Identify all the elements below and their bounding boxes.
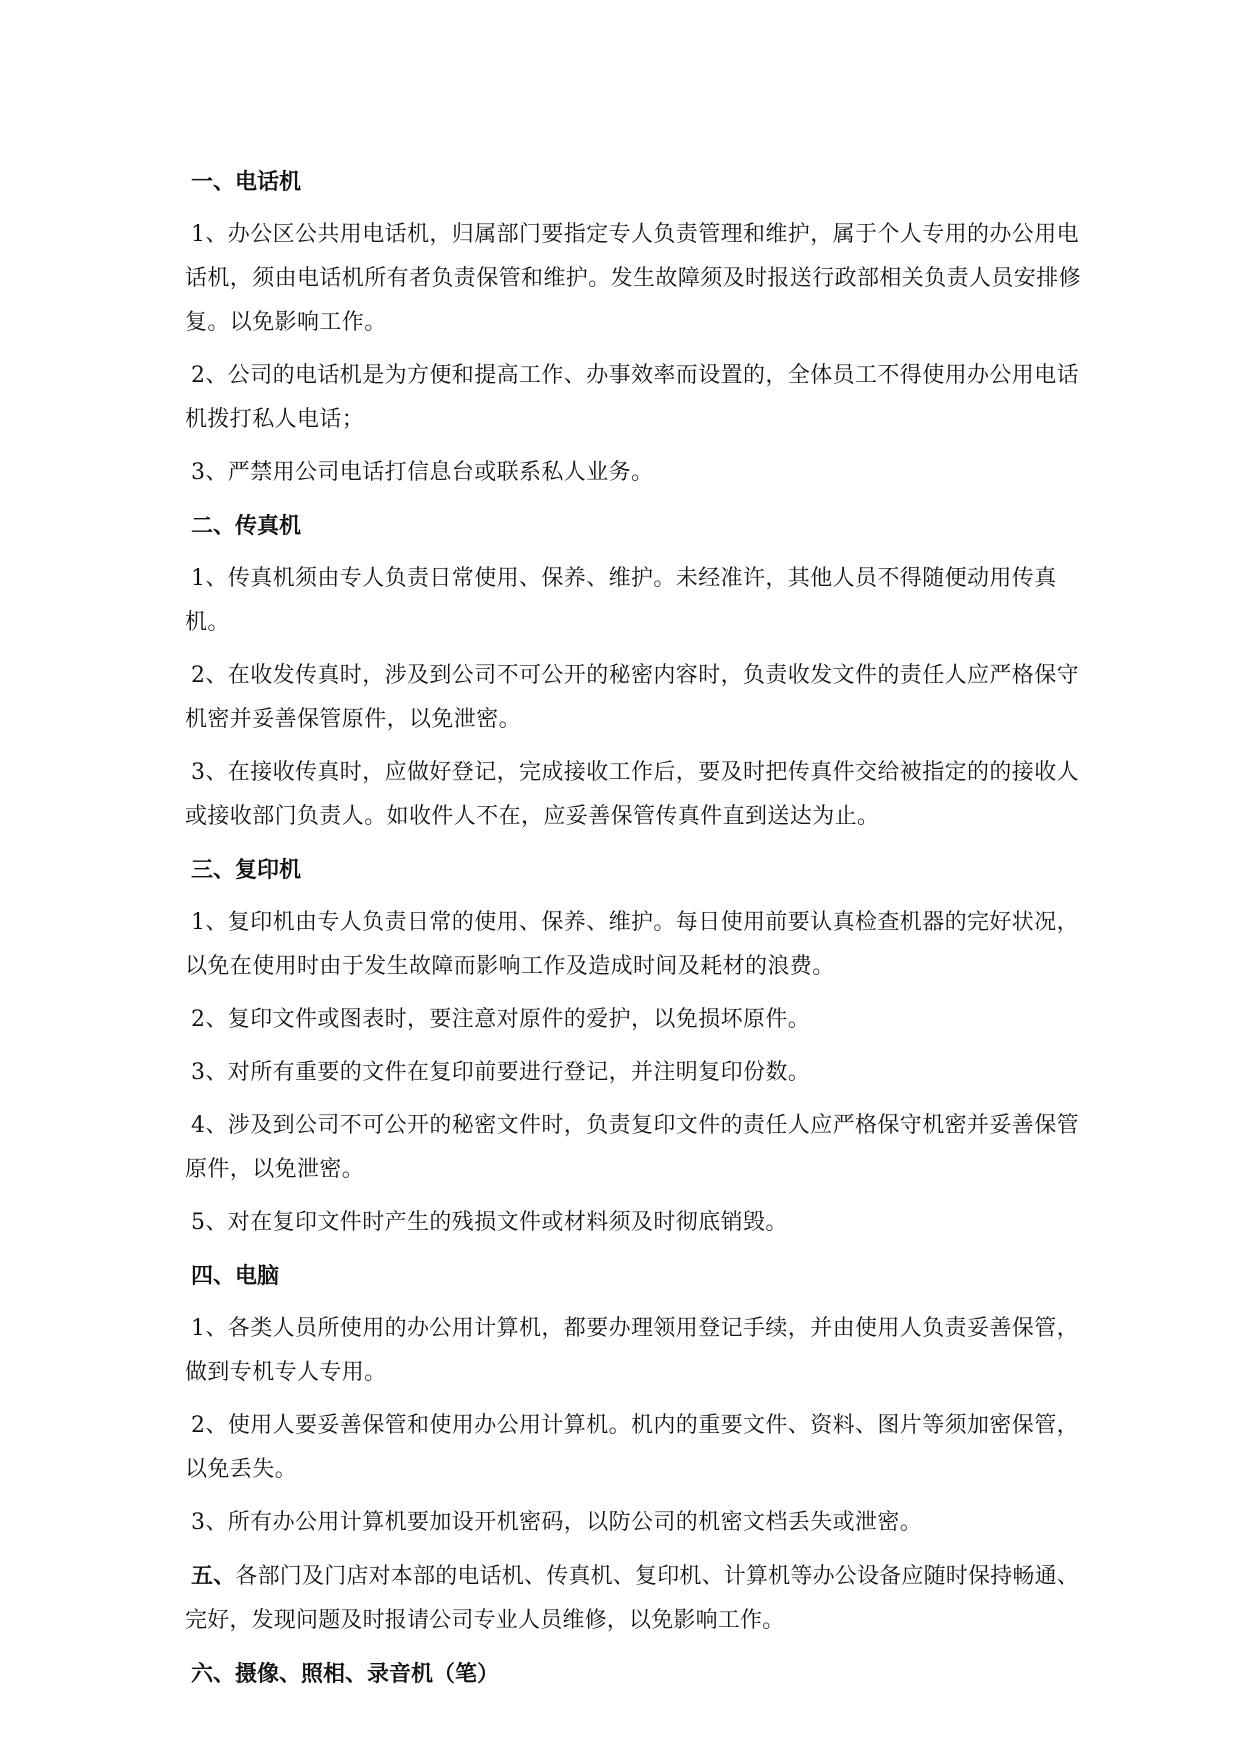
- paragraph-text: 各部门及门店对本部的电话机、传真机、复印机、计算机等办公设备应随时保持畅通、完好，发现问题及时报请公司专业人员维修，以免影响工作。: [185, 1564, 1080, 1633]
- section-computer: [185, 1254, 1099, 1545]
- paragraph: 2、在收发传真时，涉及到公司不可公开的秘密内容时，负责收发文件的责任人应严格保守机密并妥善保管原件，以免泄密。: [185, 663, 1079, 732]
- paragraph: 3、在接收传真时，应做好登记，完成接收工作后，要及时把传真件交给被指定的的接收人或接收部门负责人。如收件人不在，应妥善保管传真件直到送达为止。: [185, 760, 1079, 829]
- paragraph: 1、各类人员所使用的办公用计算机，都要办理领用登记手续，并由使用人负责妥善保管，做到专机专人专用。: [185, 1316, 1079, 1385]
- paragraph: 4、涉及到公司不可公开的秘密文件时，负责复印文件的责任人应严格保守机密并妥善保管原件，以免泄密。: [185, 1113, 1079, 1182]
- section-fax: [185, 504, 1099, 839]
- paragraph: 5、对在复印文件时产生的残损文件或材料须及时彻底销毁。: [191, 1210, 788, 1235]
- paragraph: 1、复印机由专人负责日常的使用、保养、维护。每日使用前要认真检查机器的完好状况，以免在使用时由于发生故障而影响工作及造成时间及耗材的浪费。: [185, 910, 1079, 979]
- section-heading: 一、电话机: [191, 169, 302, 195]
- section-copier: [185, 848, 1099, 1245]
- section-heading-camera-recorder: 六、摄像、照相、录音机（笔）: [191, 1661, 500, 1687]
- section-telephone: [185, 160, 1099, 495]
- section-heading: 四、电脑: [191, 1263, 280, 1289]
- paragraph: 2、使用人要妥善保管和使用办公用计算机。机内的重要文件、资料、图片等须加密保管，以免丢失。: [185, 1413, 1079, 1482]
- document-body: [185, 160, 1099, 1705]
- paragraph: 3、对所有重要的文件在复印前要进行登记，并注明复印份数。: [191, 1060, 811, 1085]
- paragraph: 3、严禁用公司电话打信息台或联系私人业务。: [191, 460, 654, 485]
- section-heading: 三、复印机: [191, 857, 302, 883]
- paragraph: 2、复印文件或图表时，要注意对原件的爱护，以免损坏原件。: [191, 1007, 811, 1032]
- section-equipment-maintenance: [185, 1554, 1099, 1643]
- paragraph: 1、传真机须由专人负责日常使用、保养、维护。未经准许，其他人员不得随便动用传真机。: [185, 566, 1057, 635]
- paragraph: 2、公司的电话机是为方便和提高工作、办事效率而设置的，全体员工不得使用办公用电话机拨打私人电话；: [185, 363, 1079, 432]
- paragraph: 1、办公区公共用电话机，归属部门要指定专人负责管理和维护，属于个人专用的办公用电话机，须由电话机所有者负责保管和维护。发生故障须及时报送行政部相关负责人员安排修复。以免影响工作。: [185, 222, 1082, 335]
- paragraph: 3、所有办公用计算机要加设开机密码，以防公司的机密文档丢失或泄密。: [191, 1510, 923, 1535]
- section-number: 五、: [191, 1563, 236, 1589]
- section-heading: 二、传真机: [191, 513, 302, 539]
